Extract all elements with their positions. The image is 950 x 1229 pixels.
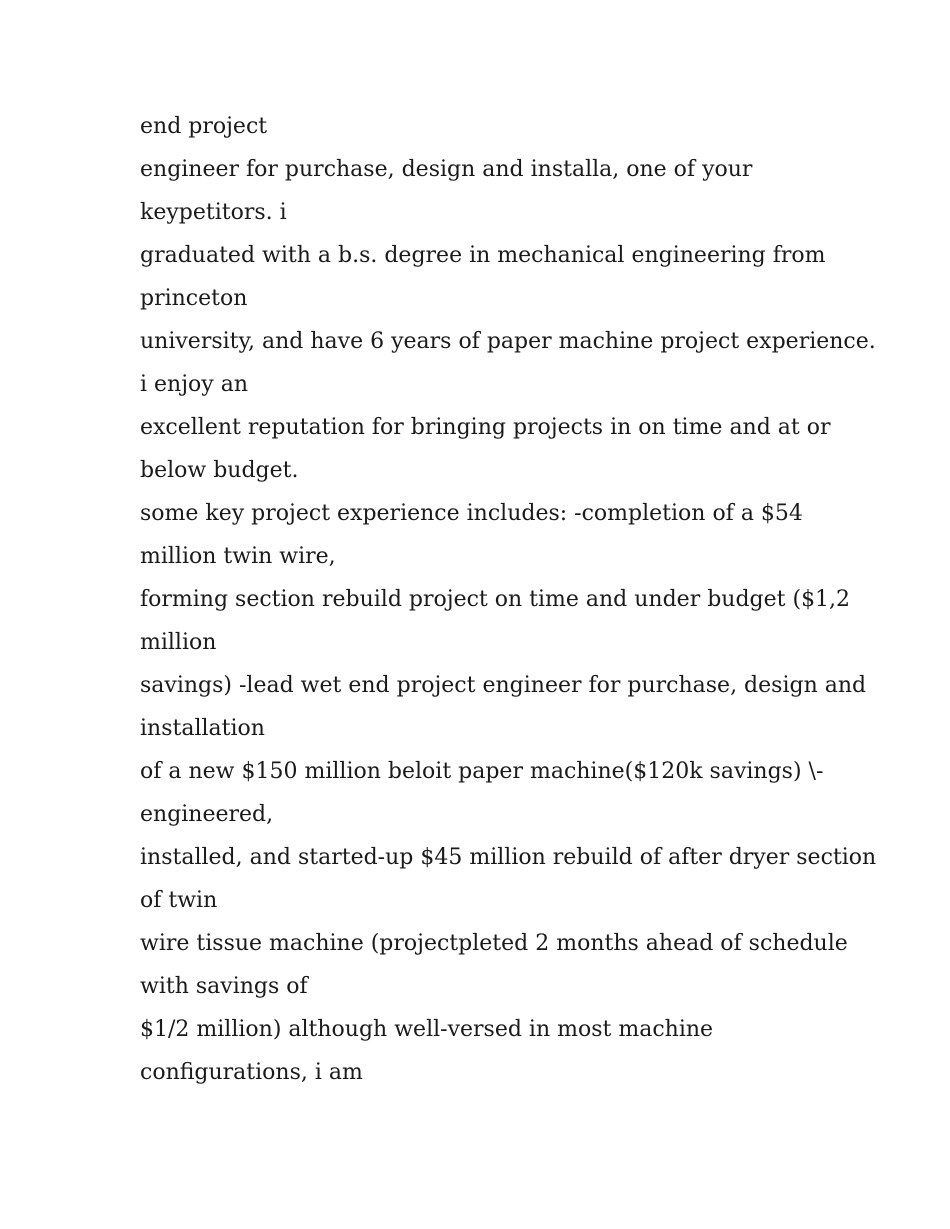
text-line: of twin [140,888,218,913]
text-line: university, and have 6 years of paper machine project experience. [140,329,876,354]
text-line: engineer for purchase, design and installa, one of your [140,157,753,182]
text-line: some key project experience includes: -completion of a $54 [140,501,803,526]
text-line: $1/2 million) although well-versed in most machine [140,1017,714,1042]
text-line: configurations, i am [140,1060,363,1085]
text-line: end project [140,114,268,139]
text-line: installation [140,716,265,741]
text-line: wire tissue machine (projectpleted 2 months ahead of schedule [140,931,848,956]
text-line: below budget. [140,458,299,483]
text-line: with savings of [140,974,308,999]
text-line: princeton [140,286,248,311]
text-line: installed, and started-up $45 million rebuild of after dryer section [140,845,877,870]
text-line: forming section rebuild project on time and under budget ($1,2 [140,587,851,612]
text-line: million twin wire, [140,544,336,569]
text-line: engineered, [140,802,274,827]
text-line: of a new $150 million beloit paper machine($120k savings) \- [140,759,824,784]
text-line: million [140,630,217,655]
text-line: graduated with a b.s. degree in mechanical engineering from [140,243,826,268]
text-line: i enjoy an [140,372,248,397]
text-line: excellent reputation for bringing projects in on time and at or [140,415,831,440]
text-line: savings) -lead wet end project engineer for purchase, design and [140,673,867,698]
text-line: keypetitors. i [140,200,287,225]
document-body [140,105,877,1094]
